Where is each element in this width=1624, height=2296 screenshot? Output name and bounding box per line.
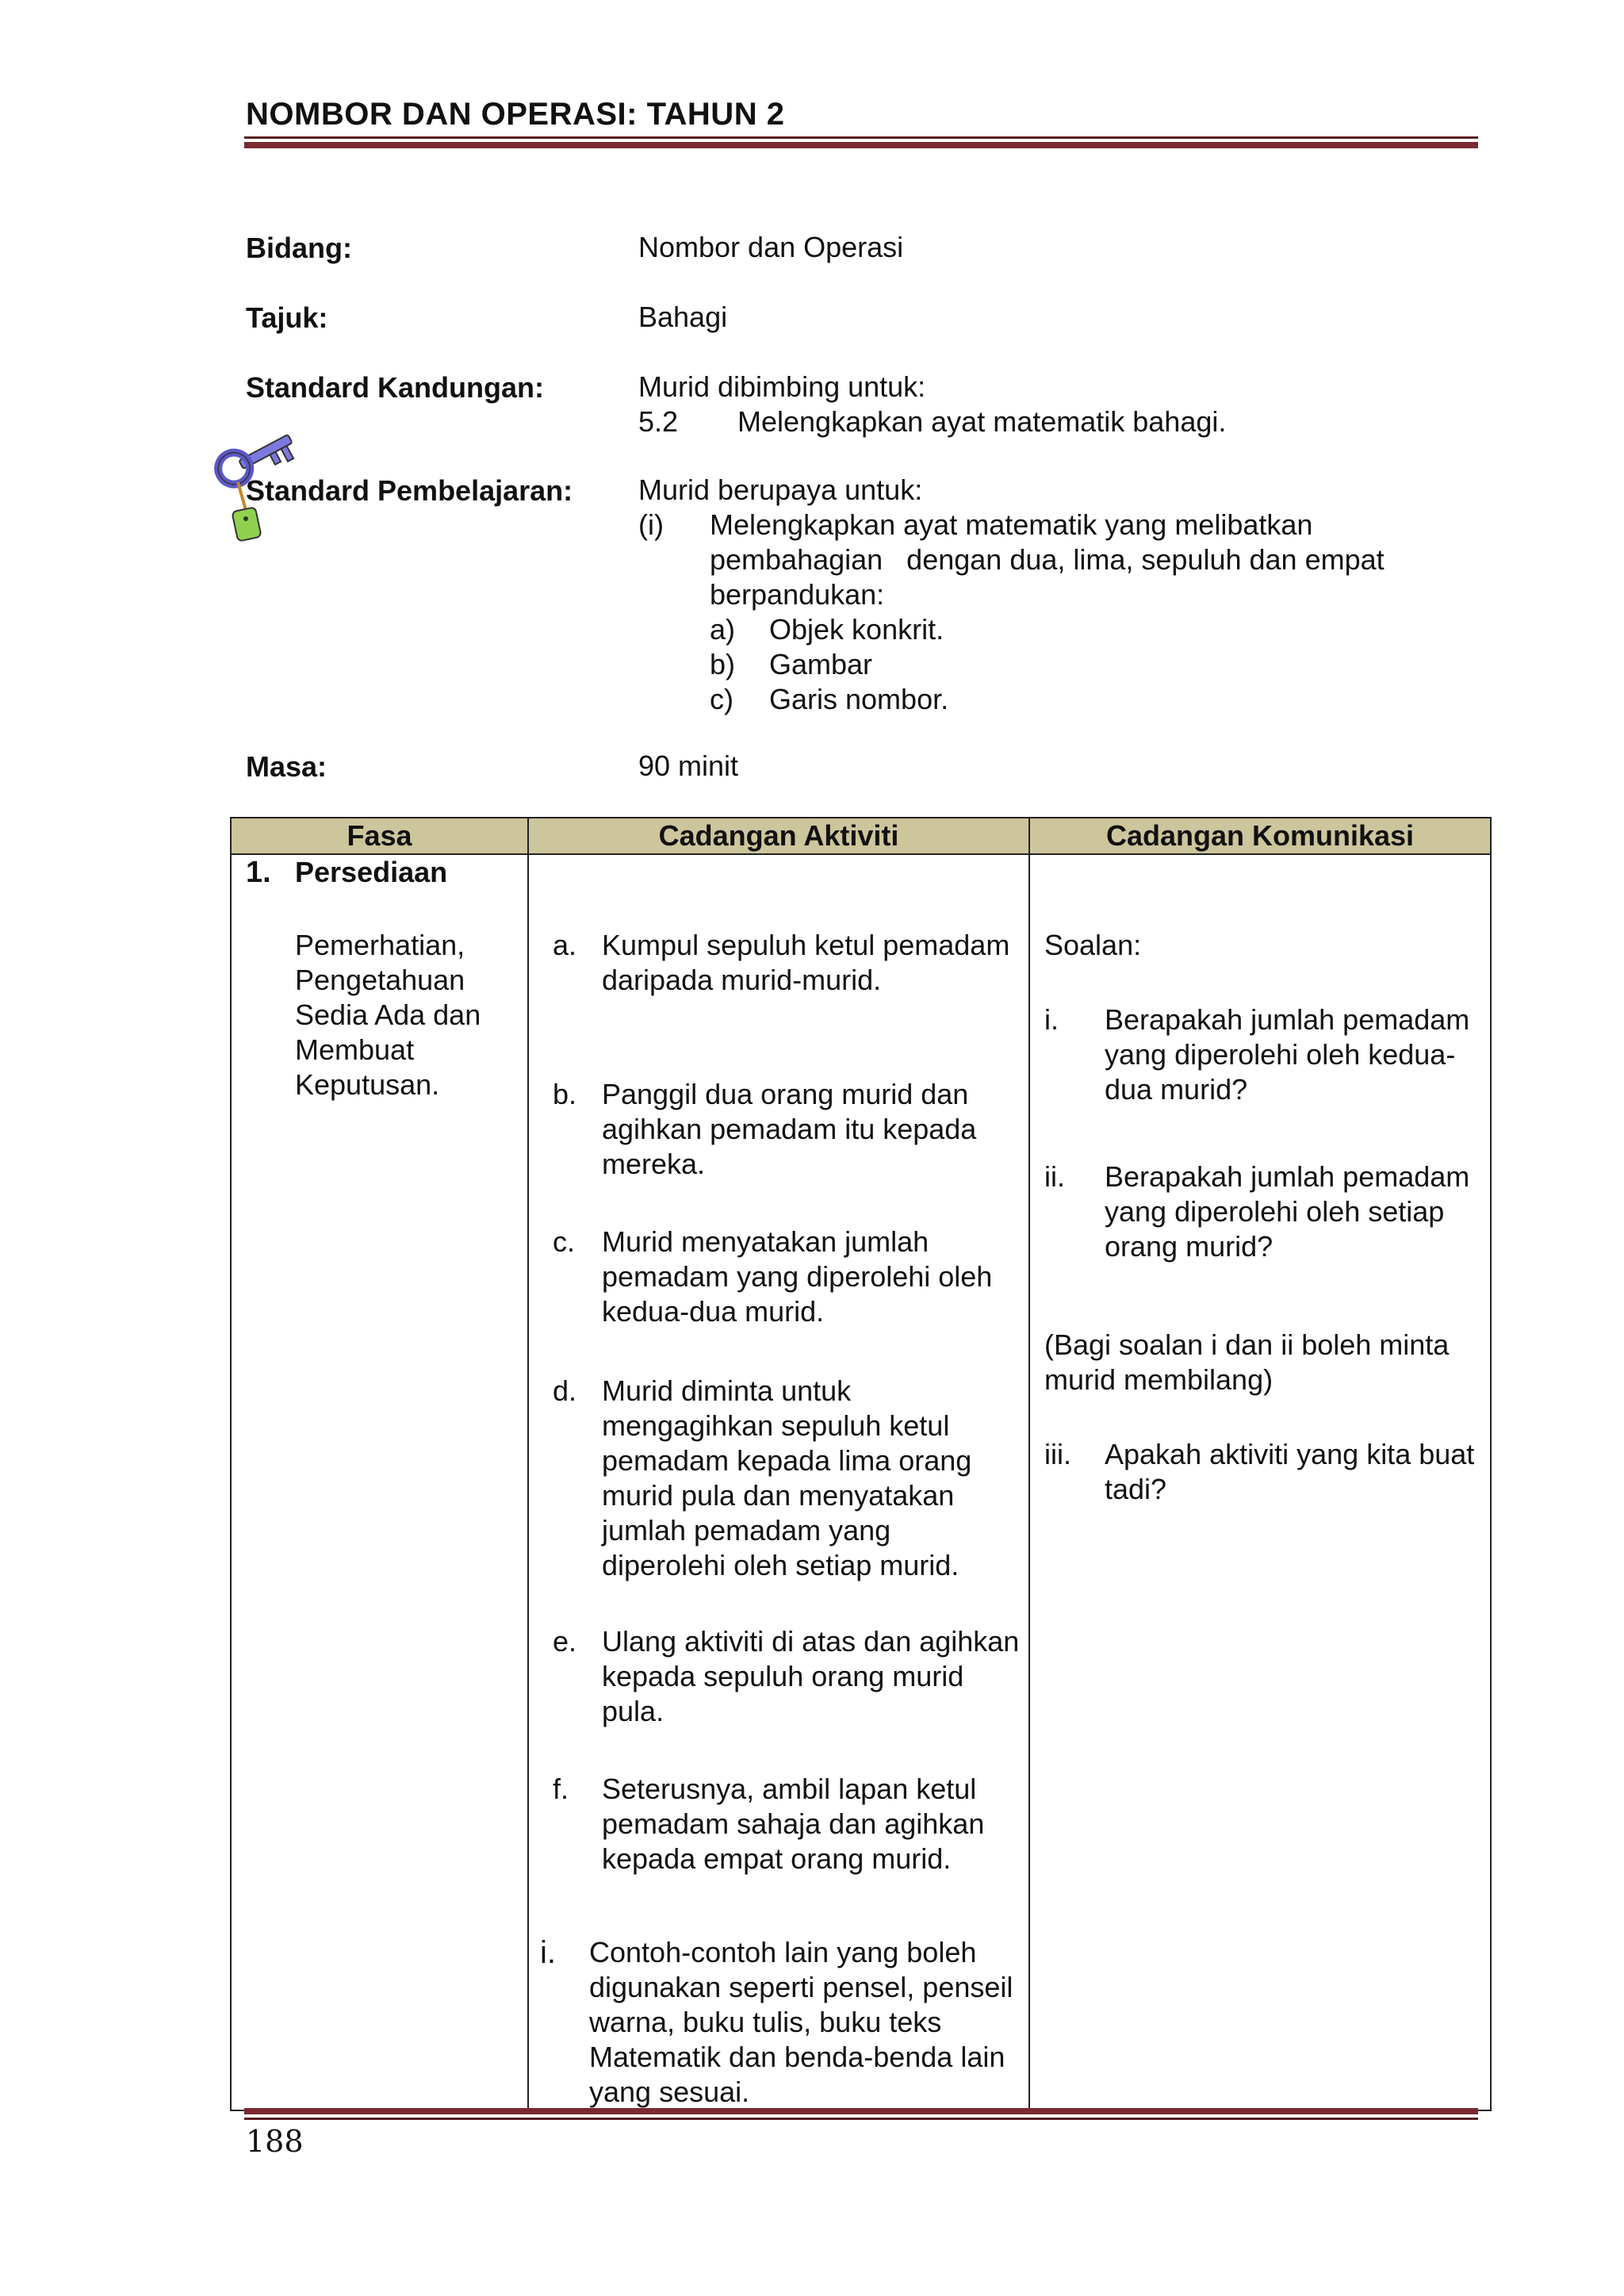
question-text: Berapakah jumlah pemadam yang diperolehi oleh kedua-dua murid? xyxy=(1105,1003,1470,1106)
page-number: 188 xyxy=(246,2124,304,2159)
subitem-text: Garis nombor. xyxy=(769,683,949,715)
activity-mark: e. xyxy=(553,1625,577,1658)
phase-cell xyxy=(231,854,528,2110)
field-label-masa: Masa: xyxy=(246,750,327,783)
column-header-fasa: Fasa xyxy=(231,818,528,854)
activity-text: Panggil dua orang murid dan agihkan pemadam itu kepada mereka. xyxy=(602,1078,977,1180)
list-item xyxy=(553,928,1021,998)
phase-number: 1. xyxy=(246,856,271,889)
activity-mark: c. xyxy=(553,1225,576,1258)
activity-mark: a. xyxy=(553,929,577,961)
activity-text: Seterusnya, ambil lapan ketul pemadam sahaja dan agihkan kepada empat orang murid. xyxy=(602,1773,985,1875)
field-label-tajuk: Tajuk: xyxy=(246,301,328,334)
column-header-aktiviti: Cadangan Aktiviti xyxy=(528,818,1029,854)
kandungan-text: Melengkapkan ayat matematik bahagi. xyxy=(737,405,1227,438)
page-header-title: NOMBOR DAN OPERASI: TAHUN 2 xyxy=(246,97,785,132)
communication-note: (Bagi soalan i dan ii boleh minta murid membilang) xyxy=(1044,1328,1450,1396)
pembelajaran-line: Melengkapkan ayat matematik yang melibatkan xyxy=(710,508,1313,541)
list-item xyxy=(1044,1159,1488,1264)
question-mark: i. xyxy=(1044,1003,1059,1036)
field-value-tajuk: Bahagi xyxy=(638,301,728,333)
field-value-masa: 90 minit xyxy=(638,749,739,782)
list-item xyxy=(1044,1002,1488,1107)
activity-text: Murid menyatakan jumlah pemadam yang diperolehi oleh kedua-dua murid. xyxy=(602,1225,993,1328)
field-value-pembelajaran xyxy=(638,473,1463,717)
phase-title: Persediaan xyxy=(295,856,448,888)
pembelajaran-line: berpandukan: xyxy=(710,578,885,611)
activity-extra-text: Contoh-contoh lain yang boleh digunakan seperti pensel, penseil warna, buku tulis, buku teks Matematik dan benda-benda lain yang sesuai. xyxy=(589,1936,1013,2108)
activity-text: Ulang aktiviti di atas dan agihkan kepada sepuluh orang murid pula. xyxy=(602,1625,1020,1727)
question-text: Berapakah jumlah pemadam yang diperolehi oleh setiap orang murid? xyxy=(1105,1160,1470,1263)
pembelajaran-line: pembahagian dengan dua, lima, sepuluh dan empat xyxy=(710,543,1385,576)
subitem-text: Objek konkrit. xyxy=(769,613,944,646)
activity-mark: d. xyxy=(553,1374,577,1407)
field-label-pembelajaran: Standard Pembelajaran: xyxy=(246,474,573,507)
communication-cell xyxy=(1029,854,1491,2110)
footer-rule xyxy=(244,2108,1478,2120)
subitem-text: Gambar xyxy=(769,648,873,680)
field-value-kandungan xyxy=(638,370,1226,439)
table-row xyxy=(231,854,1491,2110)
list-item xyxy=(553,1772,1021,1876)
list-item xyxy=(1044,1437,1488,1507)
list-item xyxy=(540,1935,1021,2110)
pembelajaran-number: (i) xyxy=(638,508,664,541)
question-text: Apakah aktiviti yang kita buat tadi? xyxy=(1105,1438,1475,1505)
activity-text: Kumpul sepuluh ketul pemadam daripada murid-murid. xyxy=(602,929,1010,996)
question-mark: iii. xyxy=(1044,1438,1071,1470)
subitem-mark: a) xyxy=(710,613,736,646)
kandungan-intro: Murid dibimbing untuk: xyxy=(638,370,926,403)
activity-mark: f. xyxy=(553,1773,569,1805)
activity-extra-mark: i. xyxy=(540,1935,556,1970)
activity-cell xyxy=(528,854,1029,2110)
phase-description: Pemerhatian, Pengetahuan Sedia Ada dan Membuat Keputusan. xyxy=(295,929,481,1101)
communication-intro: Soalan: xyxy=(1044,929,1142,961)
column-header-komunikasi: Cadangan Komunikasi xyxy=(1029,818,1491,854)
list-item xyxy=(553,1374,1021,1583)
header-rule xyxy=(244,136,1478,148)
list-item xyxy=(553,1077,1021,1182)
pembelajaran-intro: Murid berupaya untuk: xyxy=(638,473,923,506)
list-item xyxy=(553,1225,1021,1329)
activity-mark: b. xyxy=(553,1078,577,1110)
list-item xyxy=(553,1624,1021,1729)
activity-text: Murid diminta untuk mengagihkan sepuluh ketul pemadam kepada lima orang murid pula dan menyatakan jumlah pemadam yang diperolehi oleh setiap murid. xyxy=(602,1374,972,1581)
table-header-row xyxy=(231,818,1491,854)
field-label-bidang: Bidang: xyxy=(246,232,352,264)
field-label-kandungan: Standard Kandungan: xyxy=(246,371,544,404)
kandungan-number: 5.2 xyxy=(638,405,679,438)
activity-table xyxy=(230,817,1492,2111)
field-value-bidang: Nombor dan Operasi xyxy=(638,231,904,263)
subitem-mark: c) xyxy=(710,683,733,715)
subitem-mark: b) xyxy=(710,648,736,680)
question-mark: ii. xyxy=(1044,1160,1065,1193)
